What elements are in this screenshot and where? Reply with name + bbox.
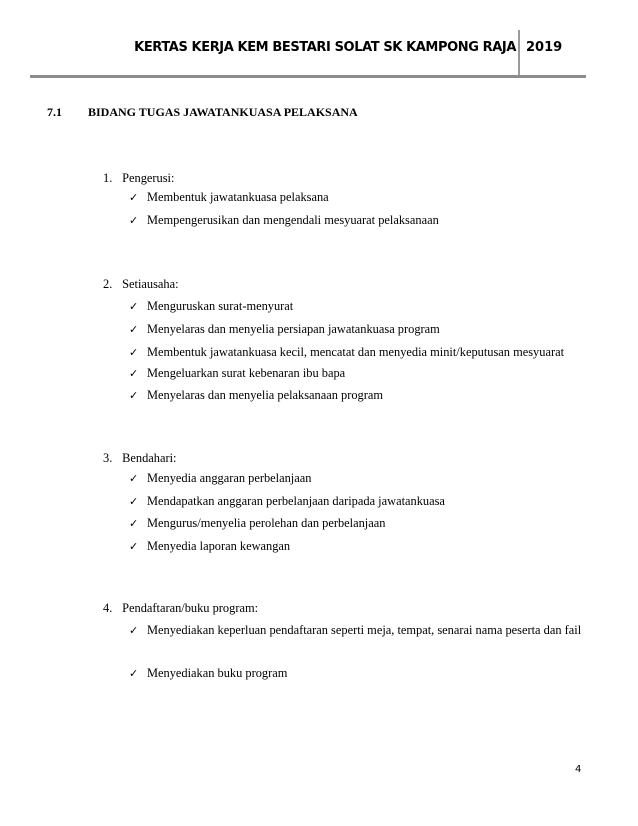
list-item-title xyxy=(103,171,174,186)
section-number: 7.1 xyxy=(47,105,62,119)
task-item xyxy=(129,490,599,513)
page-number: 4 xyxy=(575,764,582,775)
list-item-title xyxy=(103,451,176,466)
checkmark-icon: ✓ xyxy=(129,389,139,402)
task-text: Mengeluarkan surat kebenaran ibu bapa xyxy=(147,366,346,380)
task-text: Menyelaras dan menyelia persiapan jawatankuasa program xyxy=(147,322,440,336)
task-item xyxy=(129,341,599,364)
page-header xyxy=(0,0,638,80)
task-item xyxy=(129,512,599,535)
task-item xyxy=(129,318,599,341)
checkmark-icon: ✓ xyxy=(129,367,139,380)
task-item xyxy=(129,362,599,385)
task-text: Membentuk jawatankuasa pelaksana xyxy=(147,190,329,204)
task-item xyxy=(129,619,599,642)
task-item xyxy=(129,295,599,318)
checkmark-icon: ✓ xyxy=(129,667,139,680)
list-item-title xyxy=(103,601,258,616)
task-item xyxy=(129,662,599,685)
header-title: KERTAS KERJA KEM BESTARI SOLAT SK KAMPONG RAJA xyxy=(134,40,516,55)
section-title: BIDANG TUGAS JAWATANKUASA PELAKSANA xyxy=(88,105,358,119)
task-text: Menyedia anggaran perbelanjaan xyxy=(147,471,312,485)
header-divider xyxy=(518,30,520,76)
checkmark-icon: ✓ xyxy=(129,300,139,313)
header-year: 2019 xyxy=(526,40,563,55)
section-heading xyxy=(47,105,358,120)
checkmark-icon: ✓ xyxy=(129,346,139,359)
list-item-label: Bendahari: xyxy=(122,451,177,465)
task-text: Mempengerusikan dan mengendali mesyuarat pelaksanaan xyxy=(147,213,439,227)
task-text: Mengurus/menyelia perolehan dan perbelanjaan xyxy=(147,516,386,530)
task-text: Mendapatkan anggaran perbelanjaan daripada jawatankuasa xyxy=(147,494,445,508)
task-text: Membentuk jawatankuasa kecil, mencatat dan menyedia minit/keputusan mesyuarat xyxy=(147,345,565,359)
checkmark-icon: ✓ xyxy=(129,472,139,485)
list-item-number: 3. xyxy=(103,451,113,465)
checkmark-icon: ✓ xyxy=(129,214,139,227)
list-item-label: Setiausaha: xyxy=(122,277,179,291)
list-item-number: 2. xyxy=(103,277,113,291)
list-item-number: 1. xyxy=(103,171,113,185)
list-item-label: Pengerusi: xyxy=(122,171,175,185)
task-item xyxy=(129,467,599,490)
task-text: Menyedia laporan kewangan xyxy=(147,539,291,553)
list-item-number: 4. xyxy=(103,601,113,615)
task-item xyxy=(129,535,599,558)
checkmark-icon: ✓ xyxy=(129,495,139,508)
checkmark-icon: ✓ xyxy=(129,323,139,336)
task-text: Menyediakan buku program xyxy=(147,666,288,680)
list-item-label: Pendaftaran/buku program: xyxy=(122,601,259,615)
list-item-title xyxy=(103,277,179,292)
task-item xyxy=(129,384,599,407)
task-text: Menyediakan keperluan pendaftaran seperti meja, tempat, senarai nama peserta dan fail xyxy=(147,623,582,637)
task-item xyxy=(129,186,599,209)
task-text: Menyelaras dan menyelia pelaksanaan program xyxy=(147,388,384,402)
task-item xyxy=(129,209,599,232)
header-rule xyxy=(30,75,586,78)
checkmark-icon: ✓ xyxy=(129,624,139,637)
checkmark-icon: ✓ xyxy=(129,191,139,204)
checkmark-icon: ✓ xyxy=(129,517,139,530)
task-text: Menguruskan surat-menyurat xyxy=(147,299,294,313)
checkmark-icon: ✓ xyxy=(129,540,139,553)
